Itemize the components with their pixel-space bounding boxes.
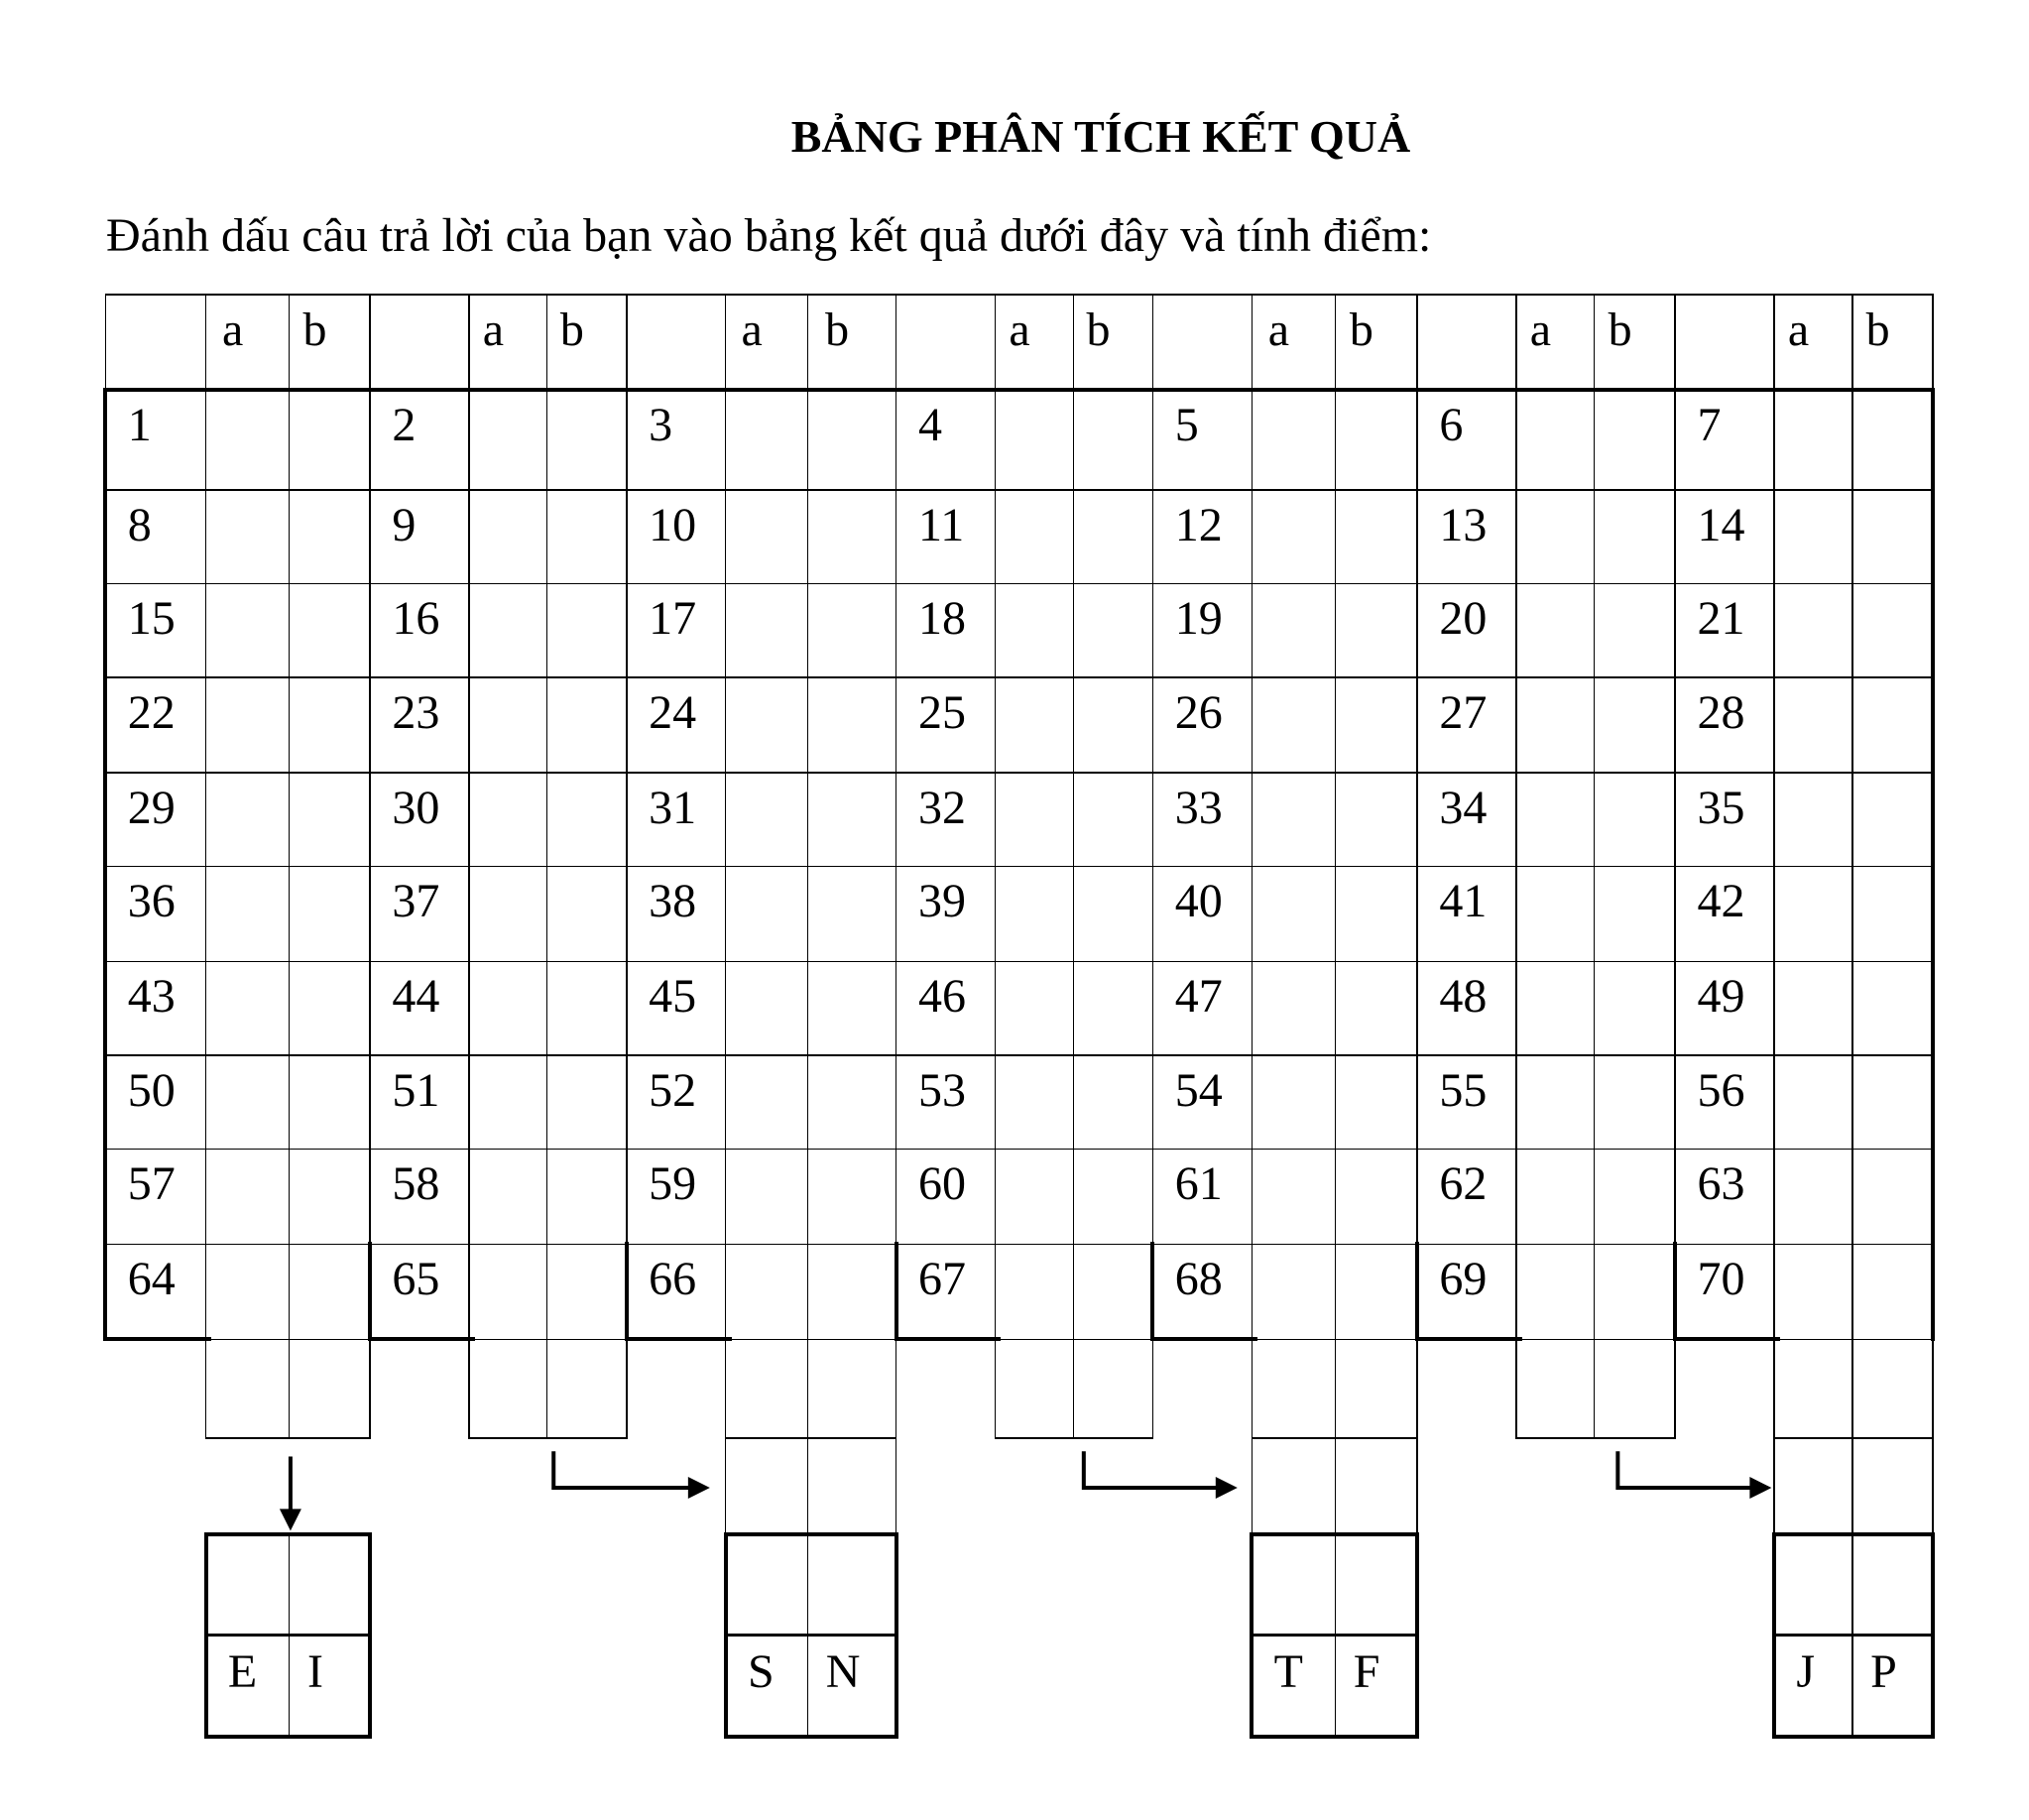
question-number: 56: [1697, 1063, 1745, 1117]
header-a-label: a: [1009, 303, 1030, 356]
question-number: 24: [649, 685, 697, 739]
question-number: 23: [392, 685, 440, 739]
question-number: 52: [649, 1063, 697, 1117]
question-number: 59: [649, 1157, 697, 1211]
header-a-label: a: [1267, 303, 1290, 356]
header-b-label: b: [1608, 303, 1632, 356]
question-number: 7: [1697, 398, 1722, 451]
arrow-line: [1617, 1451, 1753, 1488]
question-number: 22: [127, 685, 176, 739]
question-number: 34: [1439, 781, 1488, 834]
header-b-label: b: [1086, 303, 1111, 356]
question-number: 48: [1439, 970, 1488, 1024]
question-number: 57: [127, 1157, 176, 1211]
question-number: 14: [1697, 498, 1745, 551]
question-number: 33: [1174, 781, 1223, 834]
header-a-label: a: [1529, 303, 1552, 356]
result-letter: J: [1796, 1644, 1815, 1698]
header-a-label: a: [741, 303, 763, 356]
question-number: 13: [1439, 498, 1488, 551]
question-number: 61: [1174, 1157, 1223, 1211]
question-number: 35: [1697, 781, 1745, 834]
question-number: 40: [1174, 875, 1223, 928]
question-number: 42: [1697, 875, 1745, 928]
question-number: 17: [649, 592, 697, 646]
question-number: 60: [918, 1157, 967, 1211]
result-letter: I: [306, 1644, 323, 1698]
result-letter: F: [1353, 1644, 1380, 1698]
question-number: 64: [127, 1253, 176, 1306]
question-number: 63: [1697, 1157, 1745, 1211]
question-number: 70: [1697, 1253, 1745, 1306]
result-letter: E: [227, 1644, 258, 1698]
question-number: 28: [1697, 685, 1745, 739]
result-letter: T: [1273, 1644, 1303, 1698]
question-number: 58: [392, 1157, 440, 1211]
question-number: 6: [1439, 398, 1464, 451]
question-number: 46: [918, 970, 967, 1024]
question-number: 62: [1439, 1157, 1488, 1211]
question-number: 19: [1174, 592, 1223, 646]
question-number: 16: [392, 592, 440, 646]
question-number: 67: [918, 1253, 967, 1306]
question-number: 55: [1439, 1063, 1488, 1117]
question-number: 20: [1439, 592, 1488, 646]
arrow-right-icon: [688, 1477, 710, 1499]
header-b-label: b: [559, 303, 584, 356]
header-b-label: b: [1349, 303, 1373, 356]
question-number: 53: [918, 1063, 967, 1117]
result-letter: S: [747, 1644, 775, 1698]
arrow-right-icon: [1216, 1477, 1238, 1499]
question-number: 11: [918, 498, 965, 551]
question-number: 50: [127, 1063, 176, 1117]
question-number: 2: [392, 398, 417, 451]
question-number: 15: [127, 592, 176, 646]
question-number: 8: [127, 498, 152, 551]
question-number: 26: [1174, 685, 1223, 739]
header-b-label: b: [1865, 303, 1890, 356]
header-a-label: a: [482, 303, 505, 356]
question-number: 49: [1697, 970, 1745, 1024]
question-number: 32: [918, 781, 967, 834]
question-number: 68: [1174, 1253, 1223, 1306]
question-number: 29: [127, 781, 176, 834]
question-number: 21: [1697, 592, 1745, 646]
question-number: 51: [392, 1063, 440, 1117]
question-number: 3: [649, 398, 673, 451]
result-letter: N: [825, 1644, 861, 1698]
question-number: 43: [127, 970, 176, 1024]
page-title: BẢNG PHÂN TÍCH KẾT QUẢ: [790, 111, 1411, 162]
question-number: 31: [649, 781, 697, 834]
question-number: 30: [392, 781, 440, 834]
question-number: 41: [1439, 875, 1488, 928]
header-a-label: a: [1787, 303, 1810, 356]
question-number: 69: [1439, 1253, 1488, 1306]
question-number: 25: [918, 685, 967, 739]
question-number: 5: [1174, 398, 1199, 451]
header-b-label: b: [825, 303, 850, 356]
question-number: 54: [1174, 1063, 1223, 1117]
question-number: 27: [1439, 685, 1488, 739]
question-number: 36: [127, 875, 176, 928]
header-b-label: b: [302, 303, 327, 356]
arrow-line: [553, 1451, 691, 1488]
result-letter: P: [1870, 1644, 1897, 1698]
question-number: 12: [1174, 498, 1223, 551]
question-number: 65: [392, 1253, 440, 1306]
question-number: 9: [392, 498, 417, 551]
question-number: 66: [649, 1253, 697, 1306]
arrow-down-icon: [280, 1509, 301, 1530]
question-number: 44: [392, 970, 440, 1024]
instruction-text: Đánh dấu câu trả lời của bạn vào bảng kết quả dưới đây và tính điểm:: [106, 209, 1432, 262]
question-number: 38: [649, 875, 697, 928]
question-number: 45: [649, 970, 697, 1024]
question-number: 47: [1174, 970, 1223, 1024]
arrow-right-icon: [1749, 1477, 1771, 1499]
question-number: 10: [649, 498, 697, 551]
question-number: 37: [392, 875, 440, 928]
question-number: 39: [918, 875, 967, 928]
arrow-line: [1084, 1451, 1220, 1488]
question-number: 1: [127, 398, 152, 451]
question-number: 4: [918, 398, 943, 451]
question-number: 18: [918, 592, 967, 646]
header-a-label: a: [222, 303, 244, 356]
